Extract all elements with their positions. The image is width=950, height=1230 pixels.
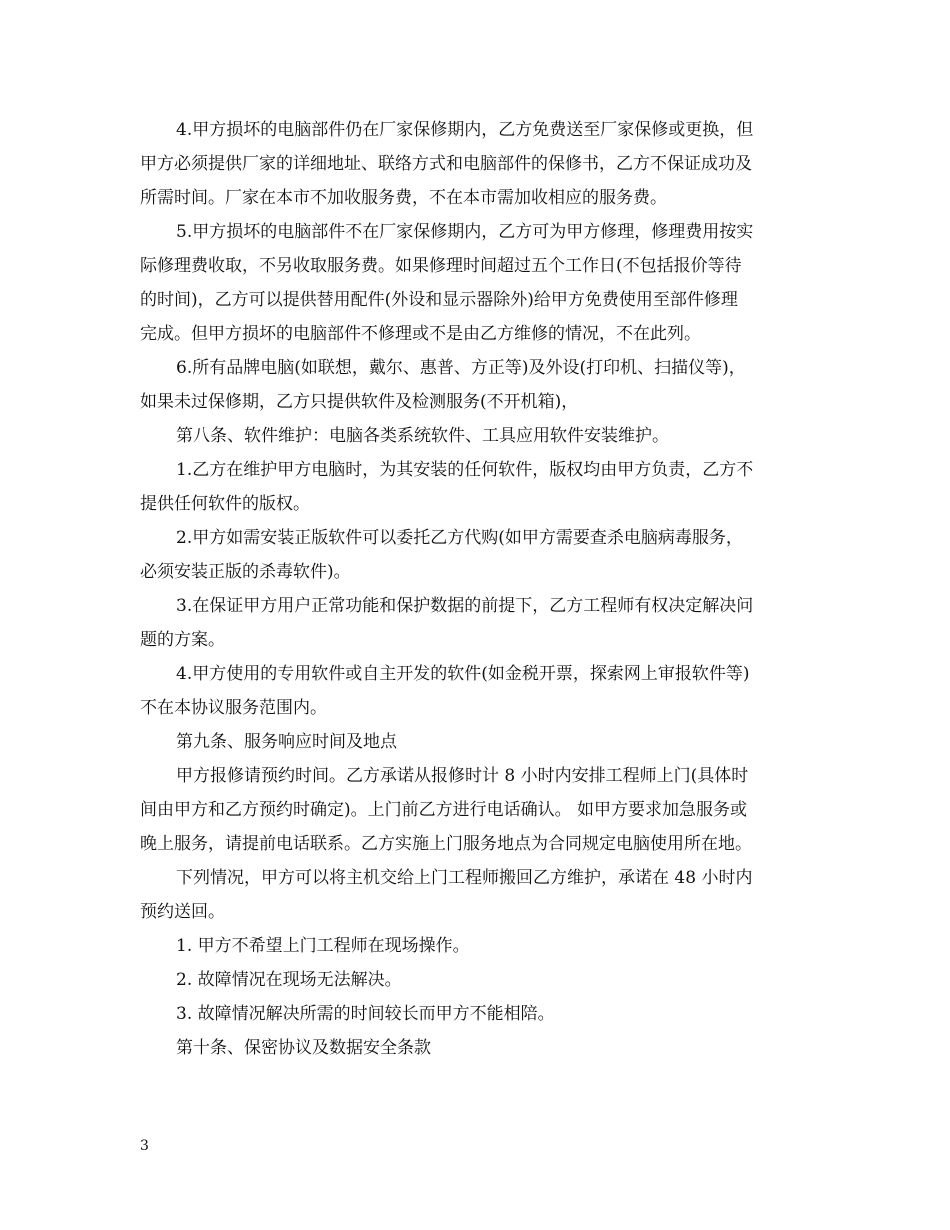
list-item: 1. 甲方不希望上门工程师在现场操作。 bbox=[176, 936, 470, 956]
text-line: 1.乙方在维护甲方电脑时，为其安装的任何软件，版权均由甲方负责，乙方不 bbox=[176, 460, 754, 480]
text-line: 如果未过保修期，乙方只提供软件及检测服务(不开机箱)， bbox=[140, 392, 579, 412]
page-number: 3 bbox=[140, 1138, 149, 1154]
text-line: 间由甲方和乙方预约时确定)。上门前乙方进行电话确认。 如甲方要求加急服务或 bbox=[140, 800, 748, 820]
text-line: 完成。但甲方损坏的电脑部件不修理或不是由乙方维修的情况，不在此列。 bbox=[140, 324, 701, 344]
text-line: 甲方必须提供厂家的详细地址、联络方式和电脑部件的保修书，乙方不保证成功及 bbox=[140, 154, 752, 174]
text-line: 预约送回。 bbox=[140, 902, 225, 922]
section-heading: 第十条、保密协议及数据安全条款 bbox=[176, 1038, 431, 1058]
section-heading: 第九条、服务响应时间及地点 bbox=[176, 732, 397, 752]
text-line: 际修理费收取，不另收取服务费。如果修理时间超过五个工作日(不包括报价等待 bbox=[140, 256, 742, 276]
text-line: 6.所有品牌电脑(如联想，戴尔、惠普、方正等)及外设(打印机、扫描仪等)， bbox=[176, 358, 746, 378]
text-line: 所需时间。厂家在本市不加收服务费，不在本市需加收相应的服务费。 bbox=[140, 188, 667, 208]
list-item: 3. 故障情况解决所需的时间较长而甲方不能相陪。 bbox=[176, 1004, 555, 1024]
text-line: 不在本协议服务范围内。 bbox=[140, 698, 327, 718]
text-line: 3.在保证甲方用户正常功能和保护数据的前提下，乙方工程师有权决定解决问 bbox=[176, 596, 754, 616]
list-item: 2. 故障情况在现场无法解决。 bbox=[176, 970, 402, 990]
text-line: 4.甲方损坏的电脑部件仍在厂家保修期内，乙方免费送至厂家保修或更换，但 bbox=[176, 120, 754, 140]
document-body bbox=[140, 113, 820, 1065]
text-line: 的时间)，乙方可以提供替用配件(外设和显示器除外)给甲方免费使用至部件修理 bbox=[140, 290, 738, 310]
section-heading: 第八条、软件维护：电脑各类系统软件、工具应用软件安装维护。 bbox=[176, 426, 669, 446]
text-line: 5.甲方损坏的电脑部件不在厂家保修期内，乙方可为甲方修理，修理费用按实 bbox=[176, 222, 754, 242]
text-line: 下列情况，甲方可以将主机交给上门工程师搬回乙方维护，承诺在 48 小时内 bbox=[176, 868, 753, 888]
text-line: 晚上服务，请提前电话联系。乙方实施上门服务地点为合同规定电脑使用所在地。 bbox=[140, 834, 752, 854]
text-line: 题的方案。 bbox=[140, 630, 225, 650]
text-line: 4.甲方使用的专用软件或自主开发的软件(如金税开票，探索网上审报软件等) bbox=[176, 664, 750, 684]
text-line: 2.甲方如需安装正版软件可以委托乙方代购(如甲方需要查杀电脑病毒服务， bbox=[176, 528, 743, 548]
text-line: 甲方报修请预约时间。乙方承诺从报修时计 8 小时内安排工程师上门(具体时 bbox=[176, 766, 749, 786]
text-line: 必须安装正版的杀毒软件)。 bbox=[140, 562, 351, 582]
text-line: 提供任何软件的版权。 bbox=[140, 494, 310, 514]
